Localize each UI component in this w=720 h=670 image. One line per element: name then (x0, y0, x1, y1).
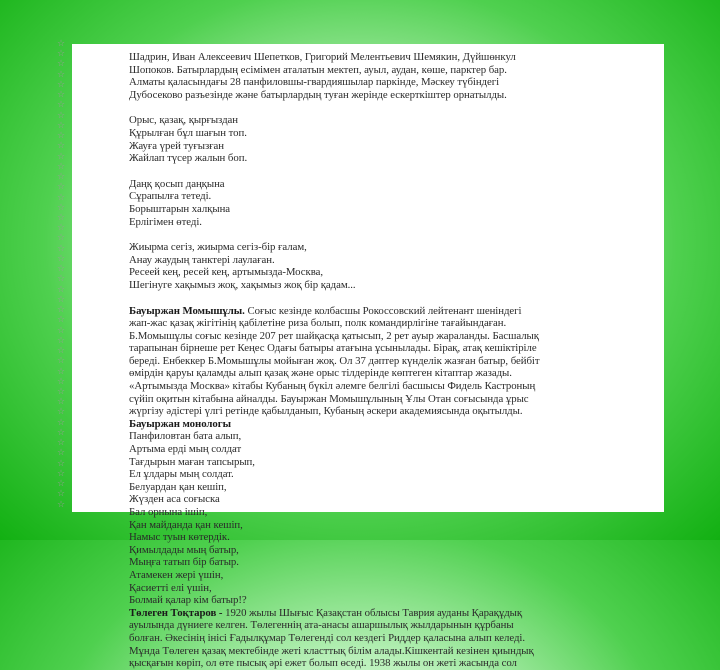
momyshuly-heading: Бауыржан Момышұлы. (129, 304, 245, 317)
text-line: өмірдін қаруы қаламды алып қазақ және орыс тілдерінде көптеген кітаптар жазады. (129, 367, 512, 380)
poem-line: Ресеей кең, ресей кең, артымызда-Москва, (129, 266, 323, 279)
poem-line: Ерлігімен өтеді. (129, 215, 202, 228)
document-text (129, 51, 669, 670)
poem-line: Атамекен жері үшін, (129, 568, 224, 581)
star-icon: ☆ (57, 356, 66, 367)
star-icon: ☆ (57, 315, 66, 326)
heading-text: Бауыржан монологы (129, 417, 231, 430)
star-icon: ☆ (57, 141, 66, 152)
poem-line: Белуардан қан кешіп, (129, 480, 227, 493)
text-line: Шопоков. Батырлардың есімімен аталатын мектеп, ауыл, аудан, көше, парктер бар. (129, 63, 507, 76)
poem-line: Намыс туын көтердік. (129, 531, 230, 544)
poem-line: Сұрапылға тетеді. (129, 190, 212, 203)
star-icon: ☆ (57, 161, 66, 172)
poem-line: Бал орнына ішіп, (129, 506, 208, 518)
star-icon: ☆ (57, 335, 66, 346)
poem-line: Тағдырын маған тапсырып, (129, 455, 255, 468)
star-icon: ☆ (57, 274, 66, 285)
star-icon: ☆ (57, 182, 66, 193)
star-icon: ☆ (57, 100, 66, 111)
toktarov-heading: Төлеген Тоқтаров - (129, 606, 223, 619)
star-icon: ☆ (57, 458, 66, 469)
text-line: Алматы қаласындағы 28 панфиловшы-гвардияшылар паркінде, Мәскеу түбіндегі (129, 76, 500, 89)
star-icon: ☆ (57, 346, 66, 357)
poem-line: Шегінуге хақымыз жоқ, хақымыз жоқ бір қадам... (129, 278, 356, 291)
star-icon: ☆ (57, 499, 66, 510)
text-line: тарапынан бірнеше рет Кеңес Одағы батыры атағына ұсынылады. Бірақ, атақ кешіктіріле (129, 342, 537, 355)
star-icon: ☆ (57, 223, 66, 234)
poem-line: Құрылған бұл шағын топ. (129, 126, 247, 139)
poem-line: Борыштарын халқына (129, 202, 231, 215)
star-icon: ☆ (57, 397, 66, 408)
star-icon: ☆ (57, 90, 66, 101)
document-page (72, 44, 664, 670)
star-icon: ☆ (57, 172, 66, 183)
poem-line: Артыма ерді мың солдат (129, 443, 242, 456)
poem-stanza (129, 114, 669, 164)
text-span: Соғыс кезінде колбасшы Рокоссовский лейтенант шеніндегі (244, 304, 522, 317)
poem-line: Ел ұлдары мың солдат. (129, 468, 234, 481)
star-icon: ☆ (57, 325, 66, 336)
text-line: болған. Әкесінің інісі Ғадылқұмар Төлегенді сол кездегі Риддер қаласына алып келеді. (129, 631, 525, 644)
monologue-section (129, 418, 669, 607)
star-icon: ☆ (57, 212, 66, 223)
toktarov-paragraph (129, 607, 669, 670)
star-icon: ☆ (57, 489, 66, 500)
text-line: жап-жас қазақ жігітінің қабілетіне риза болып, полк командирлігіне тағайындаған. (129, 317, 507, 330)
star-icon: ☆ (57, 243, 66, 254)
star-icon: ☆ (57, 427, 66, 438)
star-icon: ☆ (57, 39, 66, 49)
poem-line: Орыс, қазақ, қырғыздан (129, 114, 238, 127)
text-line: қысқағын көріп, ол өте пысық әрі ежет болып өседі. 1938 жылы он жеті жасында сол (129, 657, 517, 670)
star-icon: ☆ (57, 438, 66, 449)
star-border (57, 40, 69, 510)
star-icon: ☆ (57, 49, 66, 60)
text-line: ауылында дүниеге келген. Төлегеннің ата-анасы ашаршылық жылдарынын құрбаны (129, 619, 514, 632)
text-span: 1920 жылы Шығыс Қазақстан облысы Таврия ауданы Қарақұдық (222, 606, 523, 619)
text-line: Дубосеково разъезінде және батырлардың туған жерінде ескерткіштер орнатылды. (129, 88, 507, 101)
star-icon: ☆ (57, 448, 66, 459)
star-icon: ☆ (57, 386, 66, 397)
star-icon: ☆ (57, 202, 66, 213)
text-line: береді. Енбеккер Б.Момышұлы мойыған жоқ. Ол 37 дәптер күнделік жазған батыр, бейбіт (129, 354, 540, 367)
star-icon: ☆ (57, 192, 66, 203)
text-line: Мұнда Төлеген қазақ мектебінде жеті класттық білім алады.Кішкентай кезінен қиындық (129, 644, 534, 657)
text-line: Шадрин, Иван Алексеевич Шепетков, Григорий Мелентьевич Шемякин, Дүйшөнкул (129, 51, 516, 63)
star-icon: ☆ (57, 468, 66, 479)
text-line: «Артымызда Москва» кітабы Кубаның бүкіл әлемге белгілі басшысы Фидель Кастроның (129, 380, 536, 393)
star-icon: ☆ (57, 253, 66, 264)
poem-line: Панфиловтан бата алып, (129, 430, 242, 443)
intro-paragraph (129, 51, 669, 101)
star-icon: ☆ (57, 305, 66, 316)
text-line (129, 607, 669, 620)
star-icon: ☆ (57, 479, 66, 490)
star-icon: ☆ (57, 120, 66, 131)
poem-line: Қасиетті елі үшін, (129, 581, 212, 594)
poem-line: Қан майданда қан кешіп, (129, 518, 243, 531)
star-icon: ☆ (57, 294, 66, 305)
text-line: Б.Момышұлы соғыс кезінде 207 рет шайқасқа қатысып, 2 рет ауыр жараланды. Басшалық (129, 329, 539, 342)
monologue-heading (129, 418, 669, 431)
poem-line: Болмай қалар кім батыр!? (129, 594, 247, 607)
star-icon: ☆ (57, 151, 66, 162)
star-icon: ☆ (57, 79, 66, 90)
poem-line: Қимылдады мың батыр, (129, 543, 239, 556)
star-icon: ☆ (57, 417, 66, 428)
star-icon: ☆ (57, 264, 66, 275)
star-icon: ☆ (57, 376, 66, 387)
poem-stanza (129, 178, 669, 228)
poem-line: Даңқ қосып даңқына (129, 177, 225, 190)
star-icon: ☆ (57, 284, 66, 295)
poem-stanza (129, 241, 669, 291)
poem-line: Жүзден аса соғыска (129, 493, 220, 506)
star-icon: ☆ (57, 59, 66, 70)
text-line: жүргізу әдістері үлгі ретінде қабылданып, Кубаның әскери академиясында оқытылды. (129, 405, 523, 418)
text-line (129, 305, 669, 318)
poem-line: Мыңға татып бір батыр. (129, 556, 239, 569)
momyshuly-paragraph (129, 305, 669, 418)
poem-line: Жайлап түсер жалын боп. (129, 152, 248, 165)
star-icon: ☆ (57, 110, 66, 121)
poem-line: Жауға үрей туғызған (129, 139, 225, 152)
text-line: сүйіп оқитын кітабына айналды. Бауыржан Момышұлының Ұлы Отан соғысында ұрыс (129, 392, 529, 405)
star-icon: ☆ (57, 233, 66, 244)
star-icon: ☆ (57, 407, 66, 418)
star-icon: ☆ (57, 69, 66, 80)
star-icon: ☆ (57, 366, 66, 377)
poem-line: Анау жаудың танктері лаулаған. (129, 253, 275, 266)
star-icon: ☆ (57, 131, 66, 142)
poem-line: Жиырма сегіз, жиырма сегіз-бір ғалам, (129, 241, 307, 254)
